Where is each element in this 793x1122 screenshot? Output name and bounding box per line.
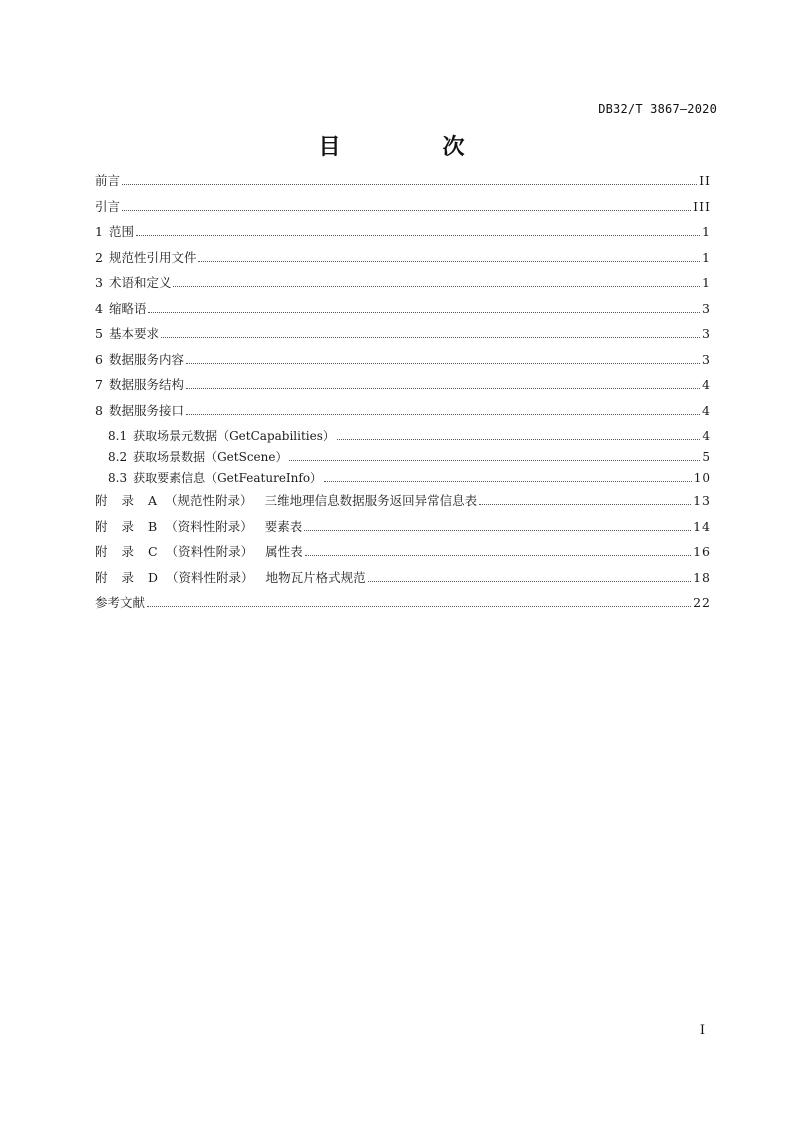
toc-entry-normative-references[interactable] [95,248,711,274]
appendix-letter: B [148,518,158,534]
toc-entry-label: 数据服务内容 [108,351,184,367]
toc-entry-appendix-c[interactable] [95,542,711,568]
appendix-letter: D [148,569,159,585]
standard-code: DB32/T 3867—2020 [598,102,717,116]
toc-entry-label: 引言 [95,198,121,214]
toc-entry-number: 2 [95,249,103,265]
dot-leader [324,480,692,482]
dot-leader [289,459,700,461]
toc-entry-page: 4 [702,402,711,418]
toc-entry-page: 3 [702,326,711,341]
toc-entry-number: 6 [95,351,103,367]
appendix-letter: C [148,544,158,559]
toc-entry-label: 属性表 [265,544,303,559]
appendix-word: 附录 [95,493,149,508]
toc-entry-introduction[interactable] [95,197,711,223]
toc-entry-number: 1 [95,224,103,239]
appendix-type: （资料性附录） [166,569,254,585]
dot-leader [479,503,691,505]
appendix-type: （资料性附录） [165,544,254,559]
dot-leader [122,209,691,211]
toc-entry-abbreviations[interactable] [95,299,711,325]
toc-entry-label: 三维地理信息数据服务返回异常信息表 [264,493,478,508]
toc-entry-number: 7 [95,377,103,392]
toc-entry-bibliography[interactable] [95,593,711,619]
toc-entry-number: 8 [95,402,103,418]
table-of-contents [95,171,711,619]
toc-entry-page: 3 [702,300,711,316]
appendix-word: 附录 [95,569,149,585]
toc-entry-label: 获取要素信息（GetFeatureInfo） [133,471,323,485]
toc-entry-page: 1 [702,275,711,290]
toc-entry-service-content[interactable] [95,350,711,376]
dot-leader [198,260,700,262]
toc-entry-number: 8.3 [108,471,128,485]
toc-entry-label: 要素表 [264,518,303,534]
toc-entry-label: 获取场景数据（GetScene） [133,450,288,464]
toc-entry-page: 4 [702,429,711,443]
appendix-letter: A [148,493,158,508]
toc-entry-number: 8.1 [108,429,128,443]
toc-entry-page: 1 [702,249,711,265]
page-number: I [699,1023,705,1038]
toc-entry-label: 术语和定义 [108,275,172,290]
dot-leader [304,529,691,531]
toc-entry-label: 参考文献 [95,595,146,610]
dot-leader [337,438,700,440]
toc-entry-basic-requirements[interactable] [95,324,711,350]
toc-entry-service-structure[interactable] [95,375,711,401]
toc-entry-number: 4 [95,300,103,316]
dot-leader [305,554,691,556]
toc-entry-page: 22 [693,595,711,610]
dot-leader [368,580,692,582]
dot-leader [161,336,700,338]
toc-entry-page: III [693,198,711,214]
toc-entry-appendix-d[interactable] [95,568,711,594]
dot-leader [122,183,697,185]
toc-entry-page: 16 [693,544,711,559]
toc-entry-label: 范围 [108,224,134,239]
appendix-word: 附录 [95,544,149,559]
toc-entry-number: 5 [95,326,103,341]
dot-leader [186,362,700,364]
toc-entry-page: 14 [693,518,711,534]
toc-entry-label: 获取场景元数据（GetCapabilities） [133,429,335,443]
toc-entry-label: 规范性引用文件 [108,249,197,265]
dot-leader [136,234,700,236]
toc-entry-page: 13 [693,493,711,508]
toc-entry-number: 8.2 [108,450,128,464]
toc-entry-label: 缩略语 [108,300,147,316]
toc-entry-label: 数据服务接口 [108,402,184,418]
toc-entry-page: 5 [702,450,711,464]
toc-entry-get-feature-info[interactable] [95,468,711,489]
toc-entry-page: 4 [702,377,711,392]
page-title: 目 次 [318,135,505,160]
toc-entry-terms-definitions[interactable] [95,273,711,299]
toc-entry-number: 3 [95,275,103,290]
toc-entry-foreword[interactable] [95,171,711,197]
dot-leader [147,605,691,607]
dot-leader [148,311,700,313]
toc-entry-label: 前言 [95,173,121,188]
toc-entry-page: II [699,173,711,188]
toc-entry-page: 10 [693,471,711,485]
toc-entry-get-capabilities[interactable] [95,426,711,447]
toc-entry-page: 18 [693,569,711,585]
toc-entry-page: 1 [702,224,711,239]
appendix-type: （资料性附录） [165,518,253,534]
dot-leader [186,413,700,415]
appendix-type: （规范性附录） [165,493,253,508]
toc-entry-page: 3 [702,351,711,367]
toc-entry-get-scene[interactable] [95,447,711,468]
toc-entry-scope[interactable] [95,222,711,248]
toc-entry-label: 地物瓦片格式规范 [265,569,366,585]
dot-leader [173,285,700,287]
toc-entry-label: 基本要求 [108,326,159,341]
toc-entry-service-interface[interactable] [95,401,711,427]
toc-entry-appendix-a[interactable] [95,491,711,517]
toc-entry-appendix-b[interactable] [95,517,711,543]
dot-leader [186,387,700,389]
toc-entry-label: 数据服务结构 [108,377,184,392]
appendix-word: 附录 [95,518,149,534]
